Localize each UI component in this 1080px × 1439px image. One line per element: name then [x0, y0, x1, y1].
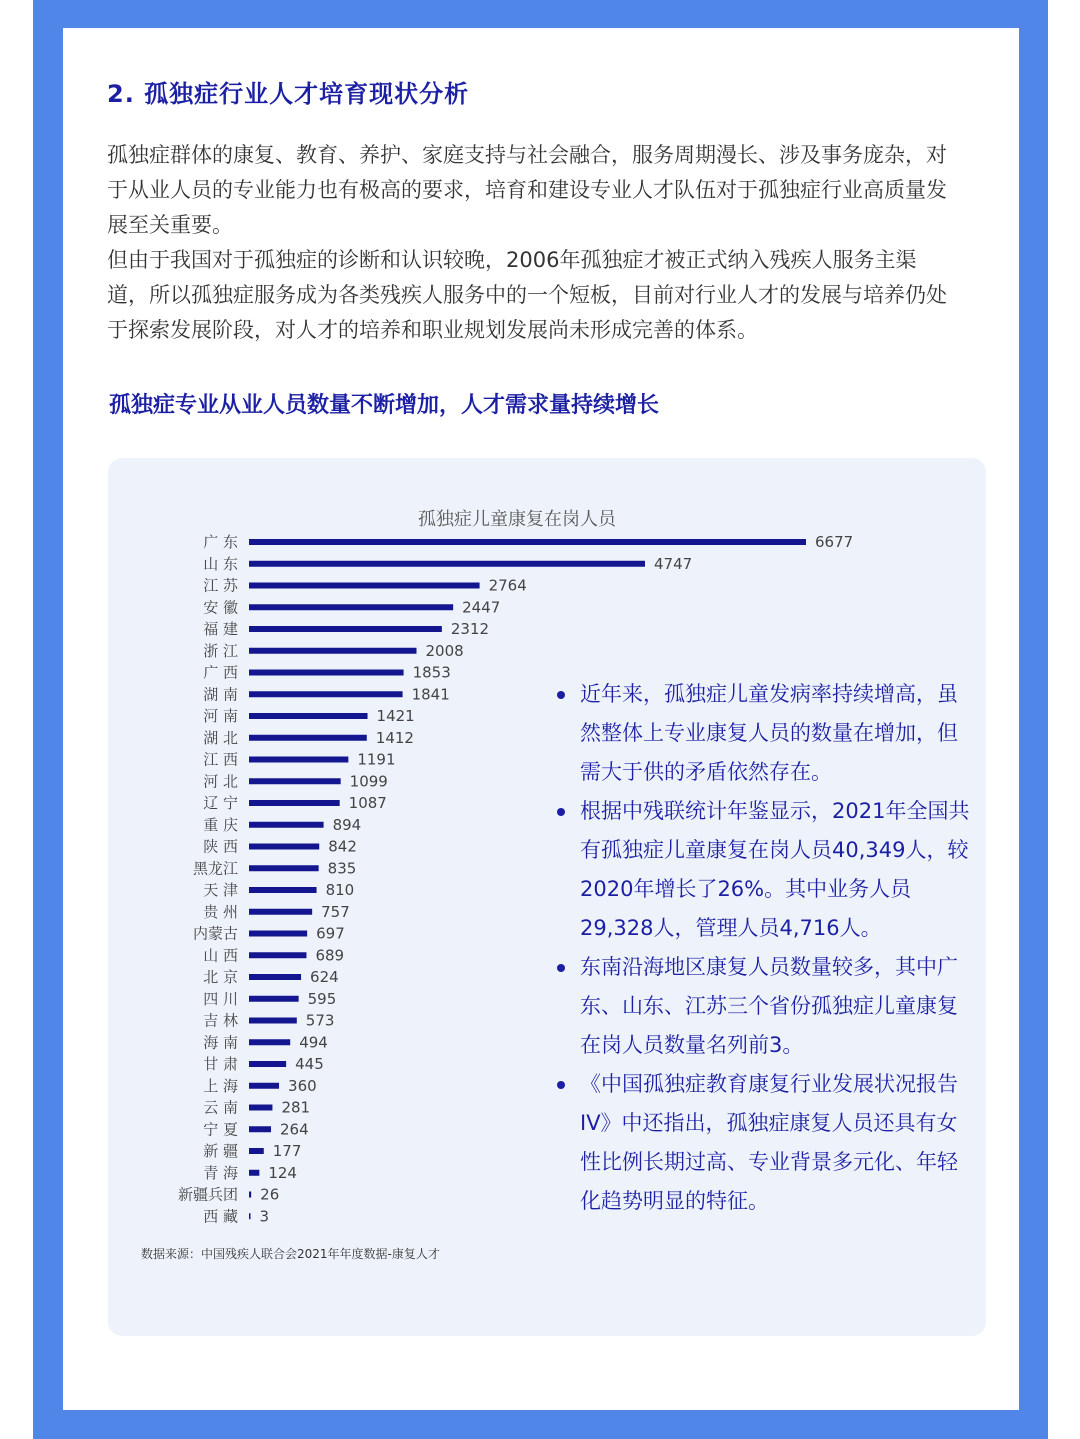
category-label: 辽 宁 — [203, 794, 238, 812]
value-label: 1421 — [376, 707, 415, 725]
category-label: 浙 江 — [203, 641, 238, 660]
category-label: 上 海 — [203, 1076, 238, 1095]
bar — [249, 1039, 290, 1045]
bar — [249, 822, 324, 828]
bar — [249, 670, 404, 676]
category-label: 重 庆 — [203, 815, 238, 834]
value-label: 2764 — [488, 576, 527, 595]
category-label: 河 南 — [203, 707, 238, 725]
bar — [249, 952, 306, 958]
finding-text: 《中国孤独症教育康复行业发展状况报告IV》中还指出，孤独症康复人员还具有女性比例长期过高、专业背景多元化、年轻化趋势明显的特征。 — [580, 1072, 958, 1213]
value-label: 595 — [307, 989, 337, 1008]
value-label: 494 — [299, 1033, 328, 1052]
category-label: 海 南 — [203, 1033, 238, 1052]
bar — [249, 887, 317, 893]
finding-text: 近年来，孤独症儿童发病率持续增高，虽然整体上专业康复人员的数量在增加，但需大于供的矛盾依然存在。 — [580, 682, 958, 784]
category-label: 宁 夏 — [203, 1120, 238, 1139]
bullet-dot-icon — [557, 964, 565, 972]
category-label: 山 西 — [203, 946, 238, 965]
value-label: 697 — [316, 924, 345, 943]
value-label: 360 — [288, 1076, 317, 1095]
value-label: 4747 — [653, 554, 693, 573]
bar — [249, 1105, 272, 1111]
bullet-dot-icon — [557, 1081, 565, 1089]
section-title: 2. 孤独症行业人才培育现状分析 — [107, 80, 470, 108]
bar — [249, 931, 307, 937]
value-label: 1841 — [411, 685, 450, 704]
category-label: 福 建 — [203, 620, 238, 638]
value-label: 1412 — [375, 728, 414, 747]
bar — [249, 561, 645, 567]
category-label: 甘 肃 — [203, 1055, 238, 1073]
category-label: 陕 西 — [203, 837, 238, 856]
category-label: 江 苏 — [203, 576, 238, 595]
bar — [249, 1213, 251, 1219]
category-label: 贵 州 — [203, 902, 238, 921]
paragraph-2: 但由于我国对于孤独症的诊断和认识较晚，2006年孤独症才被正式纳入残疾人服务主渠道，所以孤独症服务成为各类残疾人服务中的一个短板，目前对行业人才的发展与培养仍处于探索发展阶段，对人才的培养和职业规划发展尚未形成完善的体系。 — [107, 248, 947, 342]
finding-item — [553, 675, 973, 792]
bar — [249, 1018, 297, 1024]
category-label: 山 东 — [203, 554, 238, 573]
value-label: 6677 — [815, 533, 854, 551]
finding-text: 东南沿海地区康复人员数量较多，其中广东、山东、江苏三个省份孤独症儿童康复在岗人员数量名列前3。 — [580, 955, 958, 1057]
value-label: 810 — [325, 881, 355, 899]
bar — [249, 865, 319, 871]
bar — [249, 604, 453, 610]
bar — [249, 844, 319, 850]
bullet-dot-icon — [557, 808, 565, 816]
source-note: 数据来源：中国残疾人联合会2021年年度数据-康复人才 — [141, 1247, 440, 1261]
bar — [249, 583, 480, 589]
bar — [249, 996, 299, 1002]
value-label: 26 — [260, 1185, 280, 1204]
finding-item — [553, 948, 973, 1065]
value-label: 835 — [327, 859, 357, 878]
category-label: 湖 北 — [203, 728, 238, 747]
category-label: 天 津 — [203, 881, 238, 899]
bar — [249, 1083, 279, 1089]
category-label: 新疆兵团 — [177, 1185, 238, 1204]
bar — [249, 1126, 271, 1132]
value-label: 689 — [315, 946, 345, 965]
bar — [249, 735, 367, 741]
category-label: 黑龙江 — [192, 859, 238, 878]
bar — [249, 1061, 286, 1067]
bar — [249, 626, 442, 632]
finding-text: 根据中残联统计年鉴显示，2021年全国共有孤独症儿童康复在岗人员40,349人，较2020年增长了26%。其中业务人员29,328人，管理人员4,716人。 — [580, 799, 970, 940]
bar — [249, 909, 312, 915]
bar — [249, 778, 341, 784]
value-label: 124 — [268, 1163, 297, 1182]
category-label: 内蒙古 — [192, 924, 238, 943]
chart-title: 孤独症儿童康复在岗人员 — [418, 509, 616, 530]
value-label: 1087 — [348, 794, 387, 812]
bar — [249, 757, 348, 763]
category-label: 江 西 — [203, 750, 238, 769]
category-label: 安 徽 — [203, 598, 238, 617]
category-label: 河 北 — [203, 772, 238, 791]
finding-item — [553, 792, 973, 948]
category-label: 广 西 — [203, 663, 238, 682]
bar — [249, 974, 301, 980]
value-label: 2008 — [425, 641, 464, 660]
category-label: 新 疆 — [203, 1142, 238, 1160]
bullet-dot-icon — [557, 691, 565, 699]
bar — [249, 648, 417, 654]
bar — [249, 1148, 264, 1154]
value-label: 2312 — [450, 620, 490, 638]
value-label: 445 — [295, 1055, 324, 1073]
value-label: 177 — [272, 1142, 302, 1160]
value-label: 842 — [328, 837, 357, 856]
category-label: 云 南 — [203, 1098, 238, 1117]
chart-subtitle: 孤独症专业从业人员数量不断增加，人才需求量持续增长 — [109, 393, 660, 418]
category-label: 青 海 — [203, 1163, 238, 1182]
value-label: 2447 — [462, 598, 501, 617]
value-label: 573 — [305, 1011, 335, 1030]
key-findings-list — [553, 675, 973, 1221]
category-label: 湖 南 — [203, 685, 238, 704]
value-label: 264 — [280, 1120, 309, 1139]
category-label: 北 京 — [203, 968, 238, 986]
bar — [249, 713, 368, 719]
finding-item — [553, 1065, 973, 1221]
bar — [249, 691, 403, 697]
value-label: 1191 — [357, 750, 396, 769]
value-label: 757 — [321, 902, 350, 921]
category-label: 广 东 — [203, 533, 238, 551]
value-label: 1099 — [349, 772, 388, 791]
category-label: 四 川 — [203, 989, 238, 1008]
bar — [249, 800, 340, 806]
bar — [249, 1192, 251, 1198]
value-label: 3 — [259, 1207, 270, 1226]
value-label: 281 — [281, 1098, 311, 1117]
value-label: 624 — [310, 968, 339, 986]
value-label: 1853 — [412, 663, 451, 682]
value-label: 894 — [332, 815, 362, 834]
paragraph-1: 孤独症群体的康复、教育、养护、家庭支持与社会融合，服务周期漫长、涉及事务庞杂，对于从业人员的专业能力也有极高的要求，培育和建设专业人才队伍对于孤独症行业高质量发展至关重要。 — [107, 143, 947, 237]
category-label: 吉 林 — [203, 1011, 238, 1030]
category-label: 西 藏 — [203, 1207, 238, 1226]
bar — [249, 1170, 259, 1176]
bar — [249, 539, 806, 545]
